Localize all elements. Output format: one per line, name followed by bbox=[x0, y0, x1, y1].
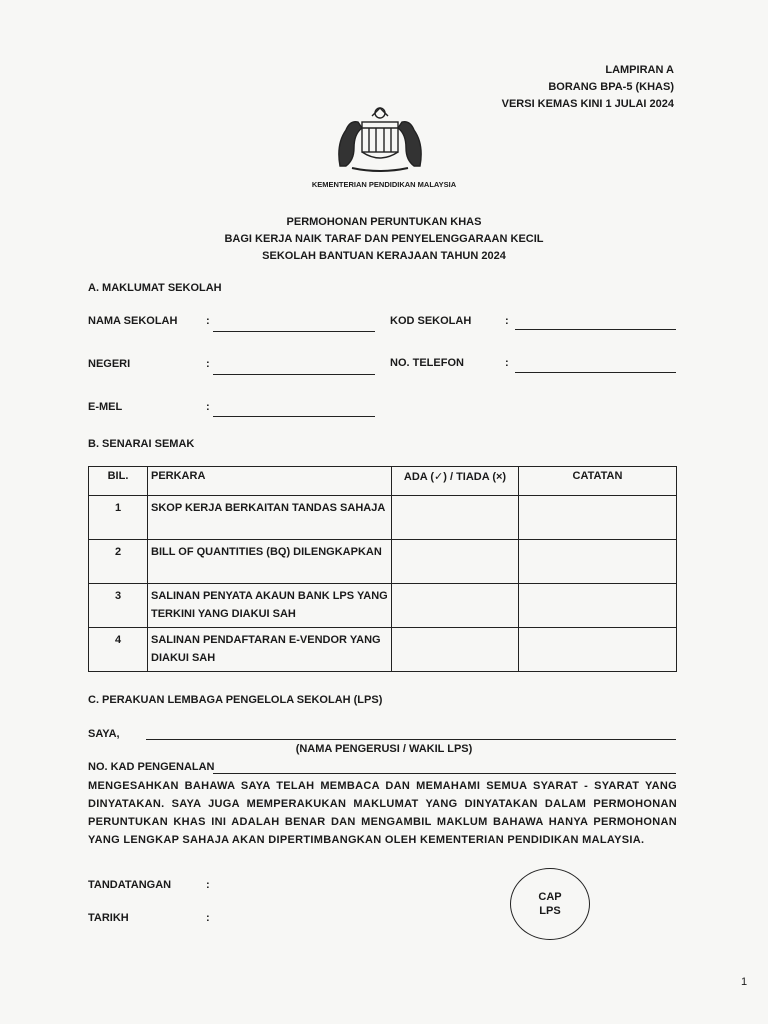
title-line-1: PERMOHONAN PERUNTUKAN KHAS bbox=[286, 216, 482, 228]
row-perkara: SALINAN PENDAFTARAN E-VENDOR YANG DIAKUI SAH bbox=[148, 628, 392, 672]
checklist-table bbox=[88, 466, 677, 672]
table-row bbox=[89, 540, 677, 584]
ada-tiada-cell[interactable] bbox=[392, 496, 519, 540]
tarikh-label: TARIKH bbox=[88, 912, 129, 924]
negeri-field[interactable] bbox=[213, 374, 375, 375]
catatan-cell[interactable] bbox=[519, 584, 677, 628]
emel-label: E-MEL bbox=[88, 401, 123, 413]
saya-label: SAYA, bbox=[88, 728, 120, 740]
negeri-label: NEGERI bbox=[88, 358, 131, 370]
catatan-cell[interactable] bbox=[519, 540, 677, 584]
title-line-3: SEKOLAH BANTUAN KERAJAAN TAHUN 2024 bbox=[262, 250, 506, 262]
colon: : bbox=[206, 401, 210, 413]
row-perkara: SALINAN PENYATA AKAUN BANK LPS YANG TERKINI YANG DIAKUI SAH bbox=[148, 584, 392, 628]
nama-pengerusi-field[interactable] bbox=[146, 739, 676, 740]
colon: : bbox=[206, 358, 210, 370]
form-title bbox=[0, 214, 768, 265]
no-kad-pengenalan-label: NO. KAD PENGENALAN bbox=[88, 761, 215, 773]
table-header-row bbox=[89, 467, 677, 496]
nama-pengerusi-caption: (NAMA PENGERUSI / WAKIL LPS) bbox=[295, 743, 473, 755]
catatan-cell[interactable] bbox=[519, 496, 677, 540]
colon: : bbox=[206, 912, 210, 924]
stamp-line-2: LPS bbox=[539, 905, 561, 917]
ada-tiada-cell[interactable] bbox=[392, 584, 519, 628]
table-row bbox=[89, 496, 677, 540]
row-perkara: SKOP KERJA BERKAITAN TANDAS SAHAJA bbox=[148, 496, 392, 540]
tandatangan-label: TANDATANGAN bbox=[88, 879, 172, 891]
stamp-line-1: CAP bbox=[538, 891, 562, 903]
row-number: 3 bbox=[89, 584, 148, 628]
borang-label: BORANG BPA-5 (KHAS) bbox=[548, 81, 674, 93]
nama-sekolah-field[interactable] bbox=[213, 331, 375, 332]
column-header-bil: BIL. bbox=[89, 467, 148, 496]
kod-sekolah-label: KOD SEKOLAH bbox=[390, 315, 472, 327]
no-kad-pengenalan-field[interactable] bbox=[213, 773, 676, 774]
section-a-heading: A. MAKLUMAT SEKOLAH bbox=[88, 282, 222, 294]
ada-tiada-cell[interactable] bbox=[392, 540, 519, 584]
column-header-perkara: PERKARA bbox=[148, 467, 392, 496]
colon: : bbox=[505, 315, 509, 327]
colon: : bbox=[206, 315, 210, 327]
page-number: 1 bbox=[741, 976, 748, 988]
ada-tiada-cell[interactable] bbox=[392, 628, 519, 672]
colon: : bbox=[505, 357, 509, 369]
table-row bbox=[89, 628, 677, 672]
version-label: VERSI KEMAS KINI 1 JULAI 2024 bbox=[501, 98, 674, 110]
kod-sekolah-field[interactable] bbox=[515, 329, 676, 330]
table-row bbox=[89, 584, 677, 628]
no-telefon-field[interactable] bbox=[515, 372, 676, 373]
coat-of-arms-icon bbox=[332, 104, 428, 174]
document-reference bbox=[502, 62, 674, 113]
section-c-heading: C. PERAKUAN LEMBAGA PENGELOLA SEKOLAH (LPS) bbox=[88, 694, 383, 706]
catatan-cell[interactable] bbox=[519, 628, 677, 672]
column-header-catatan: CATATAN bbox=[519, 467, 677, 496]
declaration-text: MENGESAHKAN BAHAWA SAYA TELAH MEMBACA DAN MEMAHAMI SEMUA SYARAT - SYARAT YANG DINYATAKAN. SAYA JUGA MEMPERAKUKAN MAKLUMAT YANG DINYATAKAN DALAM PERMOHONAN PERUNTUKAN KHAS INI ADALAH BENAR DAN MENGAMBIL MAKLUM BAHAWA HANYA PERMOHONAN YANG LENGKAP SAHAJA AKAN DIPERTIMBANGKAN OLEH KEMENTERIAN PENDIDIKAN MALAYSIA. bbox=[88, 780, 677, 846]
colon: : bbox=[206, 879, 210, 891]
row-number: 4 bbox=[89, 628, 148, 672]
row-perkara: BILL OF QUANTITIES (BQ) DILENGKAPKAN bbox=[148, 540, 392, 584]
ministry-name: KEMENTERIAN PENDIDIKAN MALAYSIA bbox=[311, 180, 457, 189]
row-number: 1 bbox=[89, 496, 148, 540]
lampiran-label: LAMPIRAN A bbox=[605, 64, 674, 76]
emel-field[interactable] bbox=[213, 416, 375, 417]
cap-lps-stamp-area bbox=[510, 868, 590, 940]
nama-sekolah-label: NAMA SEKOLAH bbox=[88, 315, 178, 327]
section-b-heading: B. SENARAI SEMAK bbox=[88, 438, 195, 450]
title-line-2: BAGI KERJA NAIK TARAF DAN PENYELENGGARAAN KECIL bbox=[224, 233, 544, 245]
no-telefon-label: NO. TELEFON bbox=[390, 357, 464, 369]
row-number: 2 bbox=[89, 540, 148, 584]
column-header-ada-tiada: ADA (✓) / TIADA (×) bbox=[392, 467, 519, 496]
